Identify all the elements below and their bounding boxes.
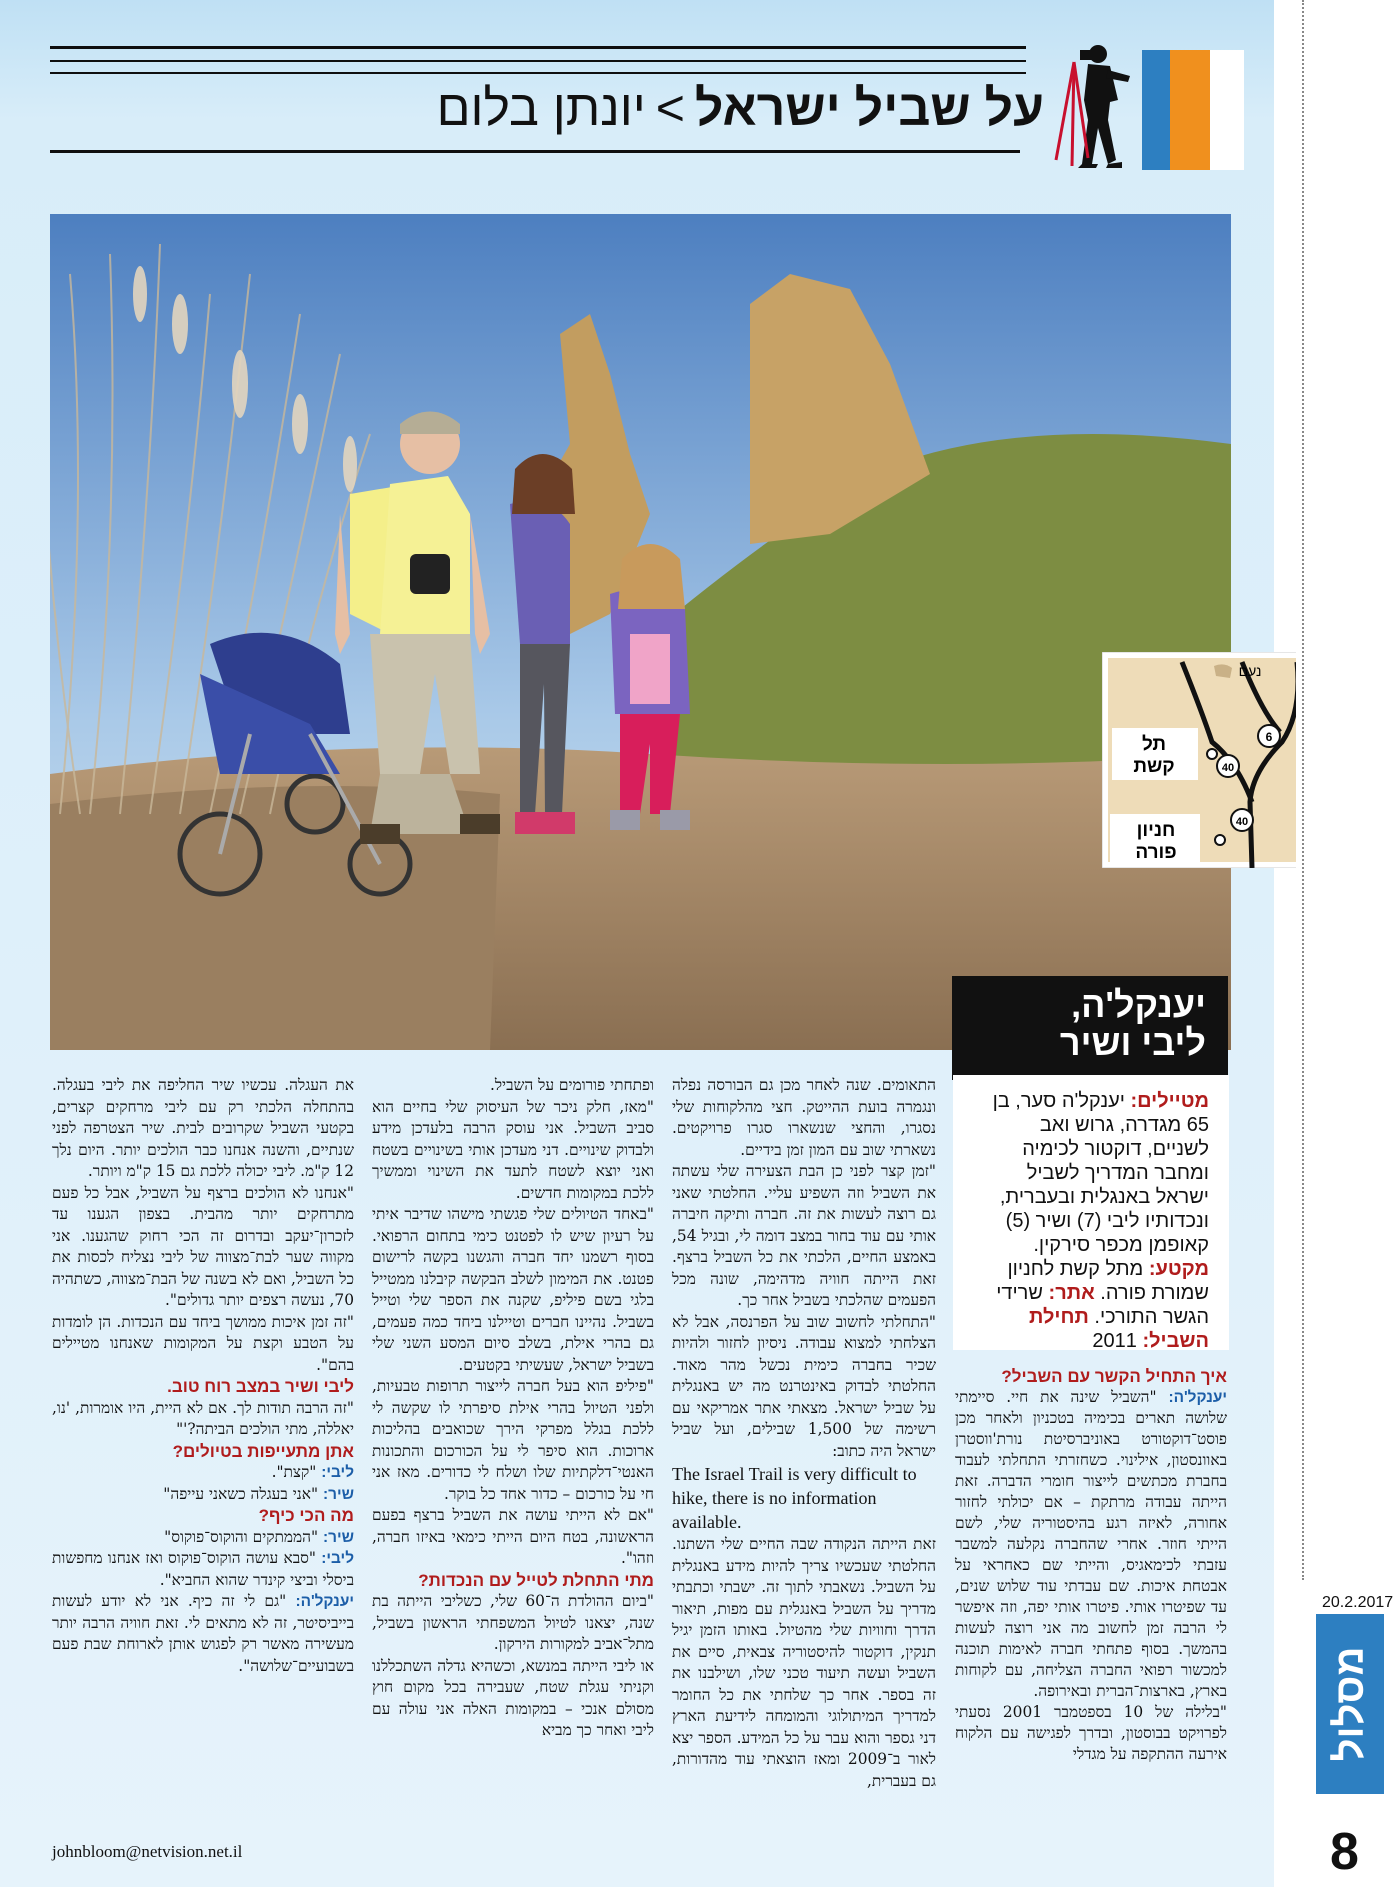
author-email[interactable]: johnbloom@netvision.net.il [52,1842,243,1861]
question-heading-2: מתי התחלת לטייל עם הנכדות? [418,1570,654,1590]
libi-answer-1: "קצת". [271,1463,317,1481]
header-rule-3 [50,72,1026,74]
question-heading-4: אתן מתעייפות בטיולים? [172,1441,354,1461]
col4-answer-shir-2 [52,1527,354,1549]
info-box [953,1075,1229,1350]
shir-answer-2: "הממתקים והוקוס־פוקוס" [164,1527,319,1546]
col3-paragraph-1: ופתחתי פורומים על השביל. [489,1076,654,1094]
section-name: על שביל ישראל [694,80,1044,136]
road-6-label: 6 [1265,730,1273,744]
photo-caption [952,976,1228,1080]
text-column-2 [672,1075,936,1792]
col2-english-quote: The Israel Trail is very difficult to hike, there is no information available. [672,1464,917,1532]
speaker-shir: שיר: [322,1485,354,1503]
dotted-divider [1302,0,1304,1580]
col3-paragraph-6: "ביום ההולדת ה־60 שלי, כשליבי הייתה בת שנה, יצאנו לטיול המשפחתי הראשון בשביל, מתל־אביב למקורות הירקון. [372,1592,655,1653]
issue-date: 20.2.2017 [1322,1594,1394,1611]
map-town-noam: נעם [1238,663,1262,679]
title-separator: > [655,80,685,136]
col1-paragraph-2: "בלילה של 10 בספטמבר 2001 נסעתי לפרויקט בבוסטון, ובדרך לפגישה עם הלקוח אירעה ההתקפה על מגדלי [955,1703,1227,1763]
magazine-tab [1316,1614,1384,1794]
col4-paragraph-1: את העגלה. עכשיו שיר החליפה את ליבי בעגלה. בהתחלה הלכתי רק עם ליבי מרחקים קצרים, בקטעי השביל שקרובים לבית. שיר הצטרפה לפני שנתיים, והשנה אנחנו כבר הולכים יותר. היום נלך 12 ק"מ. ליבי יכולה ללכת גם 15 ק"מ ויותר. [52,1076,354,1180]
col4-paragraph-2: "אנחנו לא הולכים ברצף על השביל, אבל כל פעם מתרחקים יותר מהבית. בצפון הגענו עד לזכרון־יעקב ובדרום זה הכי רחוק שהגענו. אני מקווה שער לבת־מצווה של ליבי נצליח לכסות את כל השביל, ואם לא בשנה של הבת־מצווה, כשתהיה 70, נעשה רצפים יותר גדולים". [52,1183,354,1309]
col4-answer-libi [52,1462,354,1484]
hikers-photo [50,214,1231,1050]
hikers-text: יענקל'ה סער, בן 65 מגדרה, גרוש ואב לשניים, דוקטור לכימיה ומחבר המדריך לשביל ישראל באנגלית ובעברית, ונכדותיו ליבי (7) ושיר (5) קאופמן מכפר סירקין. [992,1090,1209,1256]
trail-start-year: 2011 [1092,1330,1137,1352]
header-rule-2 [50,60,1026,62]
caption-line-1: יענקל'ה, [1071,984,1206,1025]
speaker-yankele: יענקל'ה: [1168,1389,1227,1406]
road-40-label-2: 40 [1235,816,1249,828]
hiker-logo-icon [1038,40,1244,170]
col2-paragraph-5: זאת הייתה הנקודה שבה החיים שלי השתנו. החלטתי שעכשיו צריך להיות מידע באנגלית על השביל. נשאבתי לתוך זה. ישבתי וכתבתי מדריך על השביל באנגלית עם מפות, תיאור הדרך וחוויות שלי מהטיול. באותו הזמן יגיל תנקין, דוקטור להיסטוריה צבאית, סיים את השביל ועשה תיעוד טכני שלו, ושילבנו את זה בספר. אחר כך שלחתי את כל החומר למדריך המיתולוגי והמומחה לידיעת הארץ דני גספר והוא עבר על כל המידע. הספר יצא לאור ב־2009 ומאז הוצאתי עוד מהדורות, גם בעברית, [672,1535,937,1790]
col3-paragraph-3: "באחד הטיולים שלי פגשתי מישהו שדיבר איתי על רעיון שיש לו לפטנט כימי בתחום הרפואי. בסוף רשמנו יחד חברה והגשנו בקשה לרישום פטנט. את המימון לשלב הבקשה קיבלנו ממטייל בלגי בשם פיליפ, שקנה את הספר שלי וטייל בשביל. נהיינו חברים וטיילנו ביחד כמה פעמים, גם בהרי אילת, בשלב סיום המסע השני שלי בשביל ישראל, שעשיתי בקטעים. [372,1205,654,1374]
col3-paragraph-7: או ליבי הייתה במנשא, וכשהיא גדלה השתכללנו וקניתי עגלת שטח, שעבירה בכל מקום חוץ מסולם אנכי – במקומות האלה אני עולה עם ליבי ואחר כך מביא [372,1656,654,1739]
col3-paragraph-5: "אם לא הייתי עושה את השביל ברצף בפעם הראשונה, בטח היום הייתי כימאי באיזו חברה, וזהו". [372,1506,654,1567]
yankele-answer: "גם לי זה כיף. אני לא יודע לעשות בייביסיטר, זה לא מתאים לי. זאת חוויה הרבה יותר מעשירה מאשר רק לפגוש אותן לארוחת שבת פעם בשבועיים־שלושה". [52,1592,354,1675]
map-place-line: חניון [1136,820,1176,841]
col1-text-1: "השביל שינה את חיי. סיימתי שלושה תארים בכימיה בטכניון ולאחר מכן פוסט־דוקטורט באוניברסיטת נורת'ווסטרן באוונסטון, אילינוי. כשחזרתי התחלתי לעבוד בחברת מכתשים לייצור חומרי הדברה. זאת הייתה עבודה מרתקת – אם יכולתי לחזור אחורה, לאיזה רגע בהיסטוריה שלי, לשם הייתי חוזר. אחרי שהחברה נקלעה למשבר עזבתי לכימאגיס, והייתי שם כאחראי על אבטחת איכות. שם עבדתי עוד שלוש שנים, עד שפיטרו אותי. פיטרו אותי יפה, וזה איפשר לי הרבה זמן לחשוב מה אני רוצה לעשות בהמשך. בסוף פתחתי חברה לאימות תוכנה למכשור רפואי החברה הצליחה, עם לקוחות בארץ, בארצות־הברית ובאירופה. [955,1388,1227,1700]
shir-answer-1: "אני בעגלה כשאני עייפה" [163,1484,319,1503]
segment-text: מתל קשת לחניון שמורת פורה. [1007,1258,1209,1304]
col2-paragraph-3: "התחלתי לחשוב שוב על הפרנסה, אבל לא הצלחתי למצוא עבודה. ניסיון לחזור ולהיות שכיר בחברה כימית נכשל מהר מאוד. החלטתי לבדוק באינטרנט מה יש באנגלית על שביל ישראל. מצאתי אתר אמריקאי עם רשימה של 1,500 שבילים, ועל שביל ישראל היה כתוב: [672,1312,936,1460]
speaker-shir-2: שיר: [322,1528,354,1546]
page-number: 8 [1330,1823,1359,1881]
article-title [437,78,1044,138]
question-heading-5: מה הכי כיף? [258,1506,354,1525]
header-rule-1 [50,46,1026,49]
road-40-label-1: 40 [1221,762,1235,774]
map-place-hanyon-pura [1135,820,1176,863]
hikers-label: מטיילים: [1130,1090,1209,1112]
col4-answer-yankele [52,1591,354,1677]
col1-paragraph-1 [955,1387,1227,1702]
speaker-yankele-2: יענקל'ה: [295,1593,354,1610]
col3-paragraph-2: "מאז, חלק ניכר של העיסוק שלי בחיים הוא סביב השביל. אני עוסק הרבה בלעדכן מידע ולבדוק שינויים. דני מעדכן אותי בשינויים בשטח ואני יוצא לשטח לתעד את השינוי וממשיך ללכת במקומות חדשים. [372,1097,654,1202]
trail-start-label: תחילת השביל: [1029,1306,1209,1352]
site-text: שרידי הגשר התורכי. [996,1282,1209,1328]
speaker-libi-2: ליבי: [321,1550,354,1567]
header-rule-4 [50,150,1020,153]
question-heading-1: איך התחיל הקשר עם השביל? [1001,1367,1227,1386]
map-place-line: פורה [1135,842,1177,863]
author-name: יונתן בלום [436,80,646,136]
map-place-line: קשת [1133,756,1175,777]
caption-line-2: ליבי ושיר [1059,1022,1206,1063]
text-column-3 [372,1075,654,1742]
col2-paragraph-1: התאומים. שנה לאחר מכן גם הבורסה נפלה ונגמרה בועת ההייטק. חצי מהלקוחות שלי נסגרו, והחצי שנשארו סגרו פרויקטים. נשארתי שוב עם המון זמן בידיים. [672,1076,936,1159]
col4-answer-libi-2 [52,1548,354,1591]
libi-answer-2: "סבא עושה הוקוס־פוקוס ואז אנחנו מחפשות ביסלי וביצי קינדר שהוא החביא". [52,1549,354,1589]
col3-paragraph-4: "פיליפ הוא בעל חברה לייצור תרופות טבעיות, ולפני הטיול בהרי אילת סיפרתי לו שקשה לי ללכת בגלל מפרקי הירך שכואבים בהליכות ארוכות. הוא סיפר לי על הכורכום והתכונות האנטי־דלקתיות שלו ושלח לי כדורים. מאז אני חי על כורכום – כדור אחד כל בוקר. [372,1377,654,1503]
speaker-libi: ליבי: [321,1464,354,1481]
col2-paragraph-2: "זמן קצר לפני כן הבת הצעירה שלי עשתה את השביל וזה השפיע עליי. החלטתי שאני גם רוצה לעשות את זה. חברה ותיקה חיברה אותי עם עוד בחור במצב דומה לי, ובגיל 54, באמצע החיים, הלכתי את כל השביל ברצף. זאת הייתה חוויה מדהימה, שונה מכל הפעמים שהלכתי בשביל אחר כך. [672,1162,936,1309]
question-heading-3: ליבי ושיר במצב רוח טוב. [167,1377,354,1396]
col4-paragraph-4: "זה הרבה תודות לך. אם לא היית, היו אומרות, 'נו, יאללה, מתי הולכים הביתה?'" [52,1398,354,1438]
segment-label: מקטע: [1148,1258,1209,1280]
text-column-4 [52,1075,354,1677]
col4-answer-shir [52,1484,354,1506]
text-column-1 [955,1366,1227,1765]
col4-paragraph-3: "זה זמן איכות ממושך ביחד עם הנכדות. הן לומדות על הטבע וקצת על המקומות שאנחנו מטיילים בהם". [52,1312,354,1374]
site-label: אתר: [1048,1282,1095,1304]
map-place-line: תל [1141,734,1167,755]
magazine-name: מסלול [1327,1646,1372,1762]
